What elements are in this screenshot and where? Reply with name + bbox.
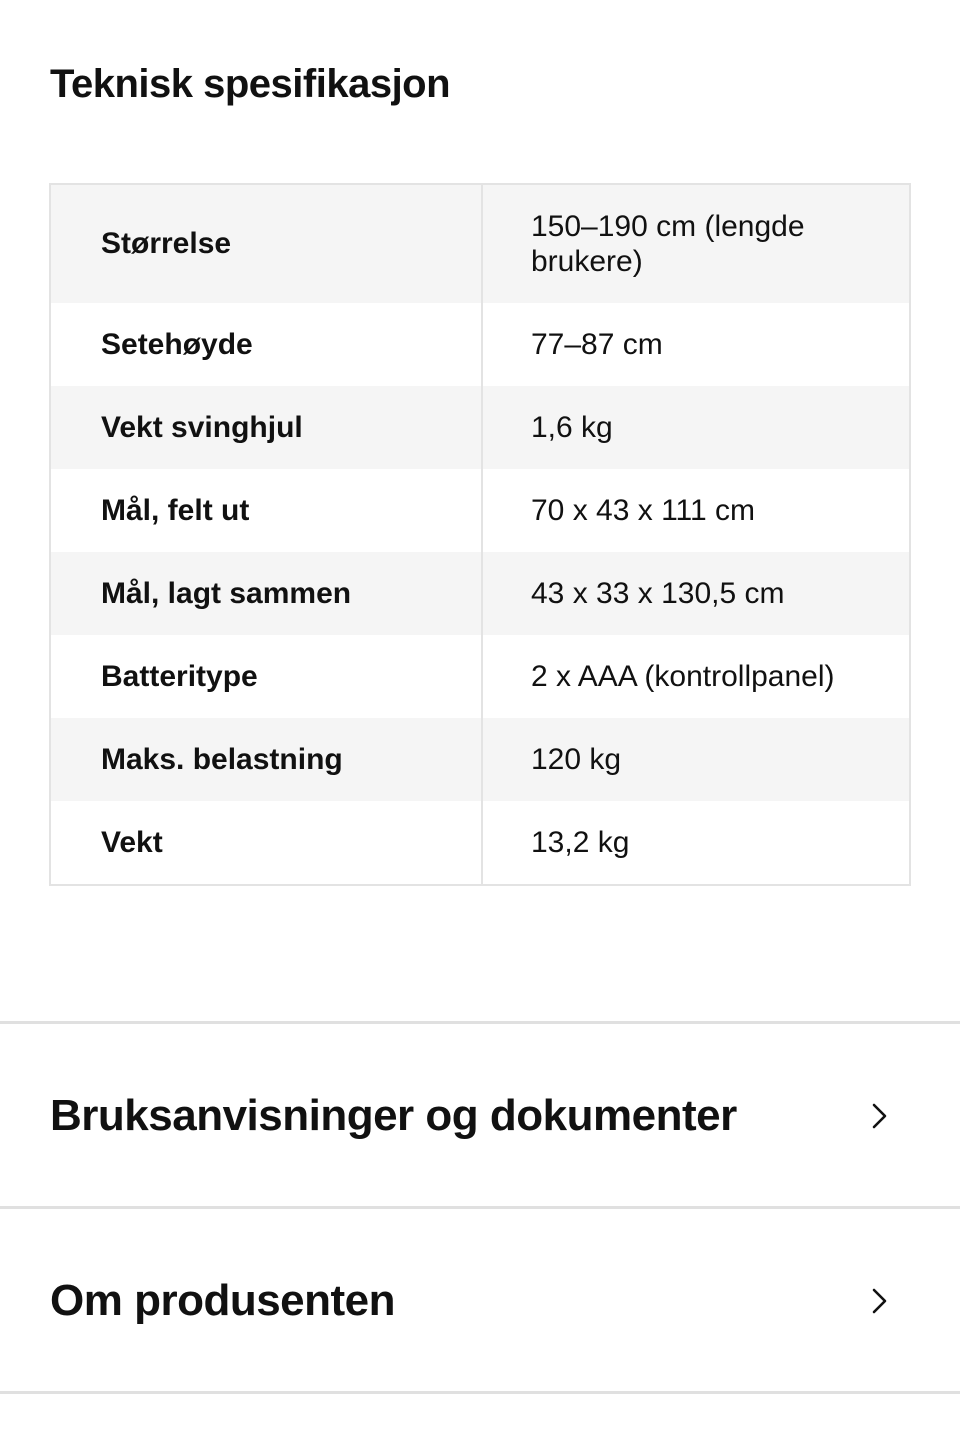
spec-value: 150–190 cm (lengde brukere): [531, 210, 805, 278]
spec-row-battery-type: [51, 635, 909, 718]
spec-label: Batteritype: [51, 635, 483, 718]
accordion-manuals-documents[interactable]: [0, 1024, 960, 1208]
spec-row-max-load: [51, 718, 909, 801]
spec-label: Mål, felt ut: [51, 469, 483, 552]
spec-row-flywheel-weight: [51, 386, 909, 469]
spec-value: 2 x AAA (kontrollpanel): [531, 660, 835, 693]
section-divider: [0, 1391, 960, 1394]
spec-value: 70 x 43 x 111 cm: [531, 494, 756, 527]
spec-label: Vekt: [51, 801, 483, 884]
spec-row-dimensions-folded: [51, 552, 909, 635]
spec-row-size: [51, 185, 909, 303]
accordion-about-manufacturer[interactable]: [0, 1209, 960, 1393]
spec-label: Mål, lagt sammen: [51, 552, 483, 635]
spec-label: Setehøyde: [51, 303, 483, 386]
accordion-label: Bruksanvisninger og dokumenter: [50, 1091, 737, 1140]
spec-value: 120 kg: [531, 743, 622, 776]
chevron-right-icon: [866, 1103, 892, 1129]
spec-row-dimensions-unfolded: [51, 469, 909, 552]
spec-value: 43 x 33 x 130,5 cm: [531, 577, 785, 610]
chevron-right-icon: [866, 1288, 892, 1314]
spec-table: [49, 183, 911, 886]
accordion-label: Om produsenten: [50, 1276, 396, 1325]
spec-label: Størrelse: [51, 185, 483, 303]
spec-row-seat-height: [51, 303, 909, 386]
spec-value: 13,2 kg: [531, 826, 630, 859]
spec-value: 77–87 cm: [531, 328, 663, 361]
spec-value: 1,6 kg: [531, 411, 613, 444]
spec-row-weight: [51, 801, 909, 884]
spec-label: Vekt svinghjul: [51, 386, 483, 469]
spec-label: Maks. belastning: [51, 718, 483, 801]
spec-section-title: Teknisk spesifikasjon: [50, 62, 451, 106]
